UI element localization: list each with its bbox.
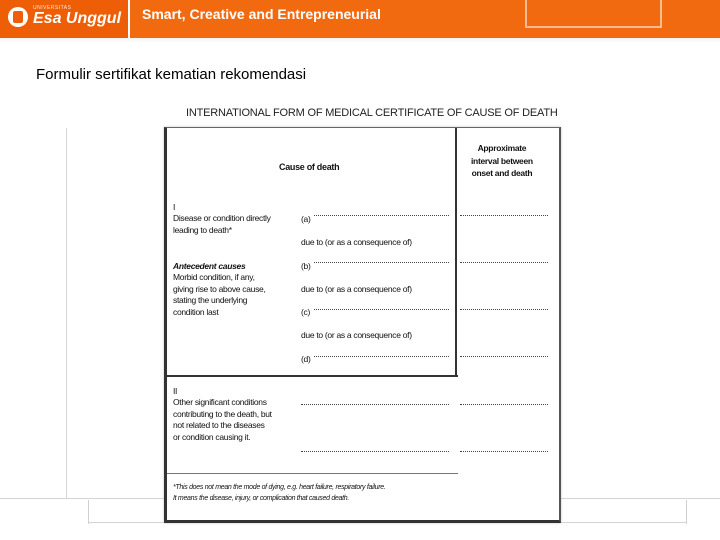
part-two-label-line: or condition causing it. [173,431,251,442]
interval-header [471,142,533,180]
other-interval-field-2[interactable] [460,450,548,452]
section-divider [167,375,458,377]
due-to-text: due to (or as a consequence of) [301,237,412,247]
logo-emblem-icon [8,7,28,27]
interval-header-line: Approximate [477,143,527,153]
line-label-a: (a) [301,214,311,224]
part-one-label [173,213,271,236]
frame-line [686,500,687,524]
cause-field-c[interactable] [314,308,449,310]
certificate-heading: INTERNATIONAL FORM OF MEDICAL CERTIFICATE OF CAUSE OF DEATH [186,107,558,119]
interval-field-b[interactable] [460,261,548,263]
part-one-numeral: I [173,202,176,212]
cause-field-a[interactable] [314,214,449,216]
part-two-numeral: II [173,386,178,396]
cause-field-b[interactable] [314,261,449,263]
interval-header-line: interval between [471,155,533,166]
frame-line [66,128,67,498]
page-title: Formulir sertifikat kematian rekomendasi [36,66,307,83]
part-two-label-line: not related to the diseases [173,420,265,430]
part-two-label-line: Other significant conditions [173,397,267,407]
other-condition-field-1[interactable] [301,403,449,405]
footnote-divider [167,473,458,474]
antecedent-text [173,272,266,318]
due-to-text: due to (or as a consequence of) [301,284,412,294]
line-label-d: (d) [301,354,311,364]
header-shadow [0,38,720,43]
university-logo[interactable] [0,0,130,38]
cause-field-d[interactable] [314,355,449,357]
part-two-label [173,397,272,443]
logo-subtitle: UNIVERSITAS [33,5,72,11]
header-banner [0,0,720,38]
due-to-text: due to (or as a consequence of) [301,330,412,340]
column-divider [455,128,457,375]
footnote [173,482,385,504]
cause-of-death-header: Cause of death [279,162,340,172]
interval-field-d[interactable] [460,355,548,357]
antecedent-line: giving rise to above cause, [173,283,266,294]
footnote-line: It means the disease, injury, or complication that caused death. [173,495,350,502]
footnote-line: *This does not mean the mode of dying, e.g. heart failure, respiratory failure. [173,484,386,491]
interval-field-a[interactable] [460,214,548,216]
interval-field-c[interactable] [460,308,548,310]
death-certificate-form [164,127,561,523]
part-one-label-line: leading to death* [173,224,232,235]
part-one-label-line: Disease or condition directly [173,213,271,223]
line-label-c: (c) [301,307,311,317]
header-tagline: Smart, Creative and Entrepreneurial [142,6,381,22]
antecedent-title: Antecedent causes [173,261,246,271]
header-decoration [525,0,662,28]
line-label-b: (b) [301,261,311,271]
other-condition-field-2[interactable] [301,450,449,452]
antecedent-line: Morbid condition, if any, [173,272,255,282]
antecedent-line: stating the underlying [173,295,248,305]
other-interval-field-1[interactable] [460,403,548,405]
frame-line [88,500,89,524]
logo-name: Esa Unggul [33,10,122,27]
interval-header-line: onset and death [471,168,533,178]
part-two-label-line: contributing to the death, but [173,408,272,419]
antecedent-line: condition last [173,306,219,317]
